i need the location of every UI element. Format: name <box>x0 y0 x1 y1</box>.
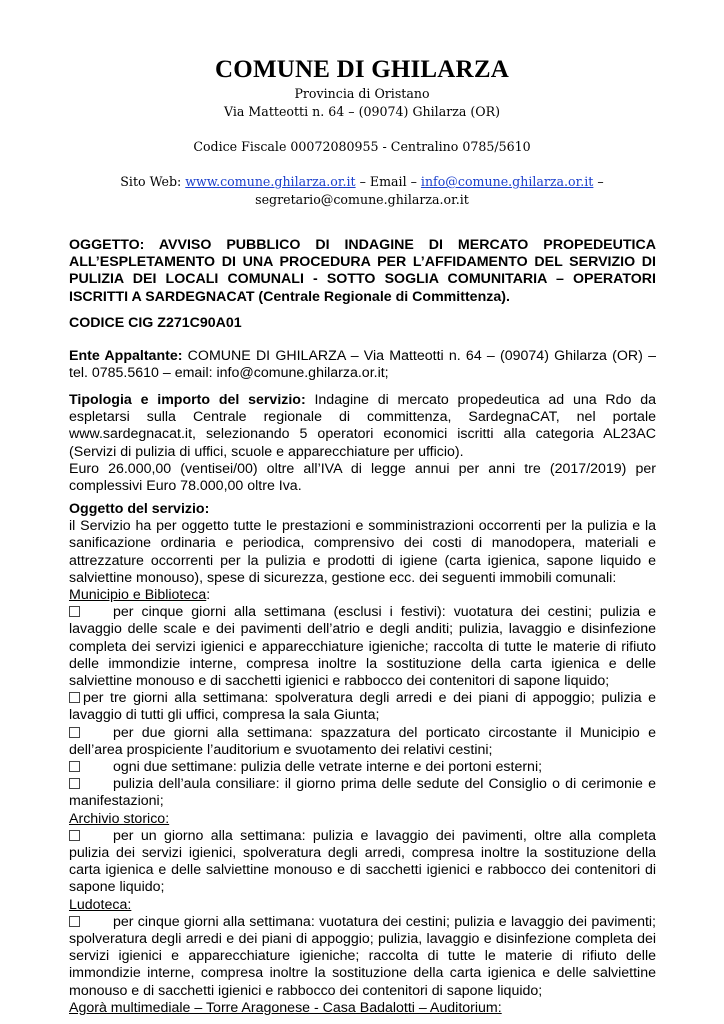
municipio-heading <box>69 587 656 604</box>
municipio-title: Municipio e Biblioteca <box>69 587 207 604</box>
ente-text: COMUNE DI GHILARZA – Via Matteotti n. 64 – (09074) Ghilarza (OR) – tel. 0785.5610 – email: info@comune.ghilarza.or.it; <box>69 348 656 382</box>
importo-text: Euro 26.000,00 (ventisei/00) oltre all’IVA di legge annui per anni tre (2017/2019) per complessivi Euro 78.000,00 oltre Iva. <box>69 460 656 495</box>
ludoteca-heading: Ludoteca: <box>69 896 132 913</box>
servizio-intro: il Servizio ha per oggetto tutte le prestazioni e somministrazioni occorrenti per la pulizia e la sanificazione ordinaria e periodica, comprensivo dei costi di manodopera, materiali e attrezzature occorrenti per la pulizia e prodotti di igiene (carta igienica, sapone liquido e salviettine monouso), spese di sicurezza, gestione ecc. dei seguenti immobili comunali: <box>69 518 656 586</box>
page-title: COMUNE DI GHILARZA <box>215 56 509 83</box>
agora-heading: Agorà multimediale – Torre Aragonese - Casa Badalotti – Auditorium: <box>69 999 502 1016</box>
archivio-heading: Archivio storico: <box>69 810 170 827</box>
list-item: per due giorni alla settimana: spazzatura del porticato circostante il Municipio e dell’area prospiciente l’auditorium e svuotamento dei relativi cestini; <box>69 724 656 758</box>
municipio-colon: : <box>206 587 211 604</box>
codice-fiscale: Codice Fiscale 00072080955 - Centralino 0785/5610 <box>193 139 531 154</box>
bullet-box-icon <box>69 830 80 841</box>
bullet-box-icon <box>69 761 80 772</box>
provincia: Provincia di Oristano <box>294 86 430 101</box>
ente-label: Ente Appaltante: <box>69 348 183 364</box>
codice-cig: CODICE CIG Z271C90A01 <box>69 315 242 331</box>
tipologia-label: Tipologia e importo del servizio: <box>69 392 306 408</box>
email-separator: – Email – <box>355 174 421 189</box>
email-link[interactable]: info@comune.ghilarza.or.it <box>420 174 594 189</box>
tipologia-section <box>69 392 656 495</box>
letterhead <box>0 56 724 209</box>
bullet-box-icon <box>69 606 80 617</box>
oggetto-paragraph: OGGETTO: AVVISO PUBBLICO DI INDAGINE DI MERCATO PROPEDEUTICA ALL’ESPLETAMENTO DI UNA PROCEDURA PER L’AFFIDAMENTO DEL SERVIZIO DI PULIZIA DEI LOCALI COMUNALI - SOTTO SOGLIA COMUNITARIA – OPERATORI ISCRITTI A SARDEGNACAT (Centrale Regionale di Committenza). <box>69 237 656 305</box>
oggetto-servizio-label: Oggetto del servizio: <box>69 501 210 517</box>
list-item: per un giorno alla settimana: pulizia e lavaggio dei pavimenti, oltre alla completa pulizia dei servizi igienici, spolveratura degli arredi, compresa inoltre la sostituzione della carta igienica e delle salviettine monouso e di sacchetti igienici e rabbocco dei contenitori di sapone liquido; <box>69 827 656 896</box>
address: Via Matteotti n. 64 – (09074) Ghilarza (OR) <box>224 104 500 119</box>
list-item: per cinque giorni alla settimana (esclusi i festivi): vuotatura dei cestini; pulizia e lavaggio delle scale e dei pavimenti dell’atrio e degli anditi; pulizia, lavaggio e disinfezione completa dei servizi igienici e apparecchiature igieniche; raccolta di tutte le materie di rifiuto delle immondizie interne, compresa inoltre la sostituzione della carta igienica e delle salviettine monouso e di sacchetti igienici e rabbocco dei contenitori di sapone liquido; <box>69 604 656 690</box>
sito-label: Sito Web: <box>120 174 186 189</box>
list-item: per tre giorni alla settimana: spolveratura degli arredi e dei piani di appoggio; pulizia e lavaggio di tutti gli uffici, compresa la sala Giunta; <box>69 690 656 724</box>
tipologia-text: Indagine di mercato propedeutica ad una Rdo da espletarsi sulla Centrale regionale di committenza, SardegnaCAT, nel portale www.sardegnacat.it, selezionando 5 operatori economici iscritti alla categoria AL23AC (Servizi di pulizia di uffici, scuole e apparecchiature per ufficio). <box>69 392 656 460</box>
list-item: per cinque giorni alla settimana: vuotatura dei cestini; pulizia e lavaggio dei pavimenti; spolveratura degli arredi e dei piani di appoggio; pulizia, lavaggio e disinfezione completa dei servizi igienici e apparecchiature igieniche; raccolta di tutte le materie di rifiuto delle immondizie interne, compresa inoltre la sostituzione della carta igienica e delle salviettine monouso e di sacchetti igienici e rabbocco dei contenitori di sapone liquido; <box>69 913 656 999</box>
list-item: ogni due settimane: pulizia delle vetrate interne e dei portoni esterni; <box>69 759 656 776</box>
website-link[interactable]: www.comune.ghilarza.or.it <box>185 174 356 189</box>
contact-line <box>0 173 724 191</box>
bullet-box-icon <box>69 916 80 927</box>
oggetto-servizio-section <box>69 501 656 1017</box>
bullet-box-icon <box>69 778 80 789</box>
segretario-email: segretario@comune.ghilarza.or.it <box>255 192 469 207</box>
bullet-box-icon <box>69 727 80 738</box>
bullet-box-icon <box>69 692 80 703</box>
list-item: pulizia dell’aula consiliare: il giorno prima delle sedute del Consiglio o di cerimonie e manifestazioni; <box>69 776 656 810</box>
ente-appaltante <box>69 348 656 382</box>
email-end: – <box>593 174 604 189</box>
